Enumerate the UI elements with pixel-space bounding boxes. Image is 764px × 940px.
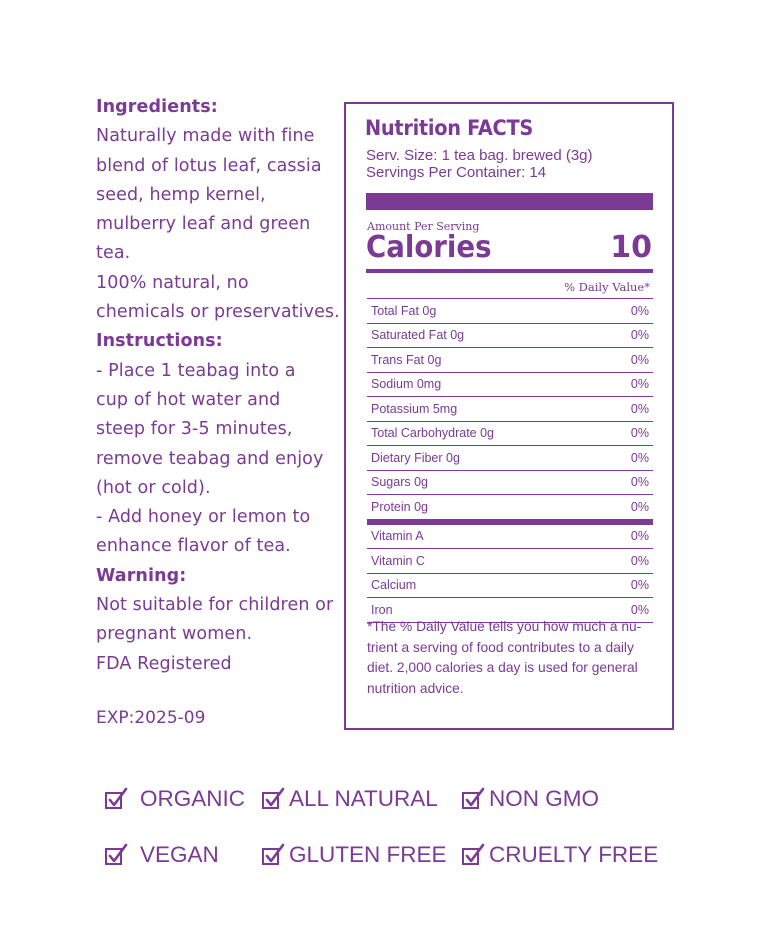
text-line: pregnant women. [96,624,253,645]
text-line: - Place 1 teabag into a [96,360,296,381]
nutrient-label: Vitamin A [371,529,424,544]
nutrient-daily-value: 0% [630,426,649,441]
nutrition-facts-panel [344,102,674,730]
claim-badge [461,786,599,812]
checkbox-icon [261,786,287,812]
nutrient-daily-value: 0% [630,529,649,544]
claim-badge [261,786,438,812]
nutrient-label: Protein 0g [371,499,428,514]
nutrient-label: Total Carbohydrate 0g [371,426,494,441]
text-line: FDA Registered [96,653,232,674]
claim-badge-label: NON GMO [489,786,599,811]
claim-badge-label: ALL NATURAL [289,786,438,811]
nutrient-row [367,397,653,422]
nutrient-table [367,298,653,623]
section-heading: Warning: [96,565,187,586]
claim-badge [104,842,219,868]
text-line: seed, hemp kernel, [96,184,266,205]
nutrient-daily-value: 0% [630,578,649,593]
nutrient-daily-value: 0% [630,328,649,343]
nutrition-title: Nutrition FACTS [365,116,533,140]
nutrient-label: Dietary Fiber 0g [371,450,460,465]
text-line: blend of lotus leaf, cassia [96,155,322,176]
text-line: steep for 3-5 minutes, [96,419,293,440]
nutrient-row [367,495,653,525]
nutrient-daily-value: 0% [630,450,649,465]
text-line: cup of hot water and [96,389,281,410]
ingredients-text [96,93,346,679]
text-line: (hot or cold). [96,477,211,498]
checkbox-icon [104,786,130,812]
checkbox-icon [461,786,487,812]
nutrient-label: Iron [371,602,393,617]
expiry-date: EXP:2025-09 [96,708,206,728]
nutrient-daily-value: 0% [630,303,649,318]
claim-badge-label: ORGANIC [140,786,246,811]
nutrient-daily-value: 0% [630,475,649,490]
nutrient-daily-value: 0% [630,352,649,367]
claim-badge [104,786,245,812]
thick-divider [366,193,653,210]
checkbox-icon [461,842,487,868]
claim-badge [461,842,658,868]
text-line: tea. [96,243,131,264]
nutrient-daily-value: 0% [630,553,649,568]
claim-badge-label: CRUELTY FREE [489,842,659,867]
nutrient-row [367,422,653,447]
nutrient-row [367,373,653,398]
text-line: remove teabag and enjoy [96,448,324,469]
text-line: chemicals or preservatives. [96,302,340,323]
text-line: mulberry leaf and green [96,214,311,235]
nutrient-row [367,446,653,471]
nutrient-row [367,525,653,550]
nutrient-daily-value: 0% [630,401,649,416]
serving-size: Serv. Size: 1 tea bag. brewed (3g) [366,147,593,164]
nutrient-daily-value: 0% [630,602,649,617]
nutrient-daily-value: 0% [630,499,649,514]
nutrient-label: Total Fat 0g [371,303,437,318]
daily-value-footnote: *The % Daily Value tells you how much a nu- trient a serving of food contributes to a daily diet. 2,000 calories a day is used for general nutrition advice. [367,619,642,696]
nutrient-label: Potassium 5mg [371,401,458,416]
text-line: 100% natural, no [96,272,249,293]
nutrient-label: Vitamin C [371,553,425,568]
text-line: enhance flavor of tea. [96,536,291,557]
ingredients-panel [96,93,346,728]
checkbox-icon [261,842,287,868]
nutrient-label: Sodium 0mg [371,377,442,392]
nutrient-label: Trans Fat 0g [371,352,442,367]
servings-per-container: Servings Per Container: 14 [366,164,547,181]
text-line: Naturally made with fine [96,126,315,147]
serving-info [366,147,593,181]
daily-value-header: % Daily Value* [564,280,650,294]
calories-label: Calories [366,230,492,265]
section-heading: Ingredients: [96,97,218,117]
claim-badge [261,842,447,868]
medium-divider [366,269,653,273]
nutrient-daily-value: 0% [630,377,649,392]
nutrient-row [367,549,653,574]
text-line: - Add honey or lemon to [96,507,311,528]
nutrient-row [367,574,653,599]
nutrient-row [367,299,653,324]
claim-badge-label: VEGAN [140,842,219,867]
nutrient-label: Calcium [371,578,417,593]
nutrient-label: Saturated Fat 0g [371,328,465,343]
nutrient-row [367,471,653,496]
nutrient-row [367,348,653,373]
text-line: Not suitable for children or [96,595,334,616]
nutrient-label: Sugars 0g [371,475,428,490]
amount-per-serving: Amount Per Serving [367,220,480,233]
nutrient-row [367,324,653,349]
claim-badge-label: GLUTEN FREE [289,842,447,867]
calories-value: 10 [610,230,652,265]
section-heading: Instructions: [96,331,223,352]
checkbox-icon [104,842,130,868]
